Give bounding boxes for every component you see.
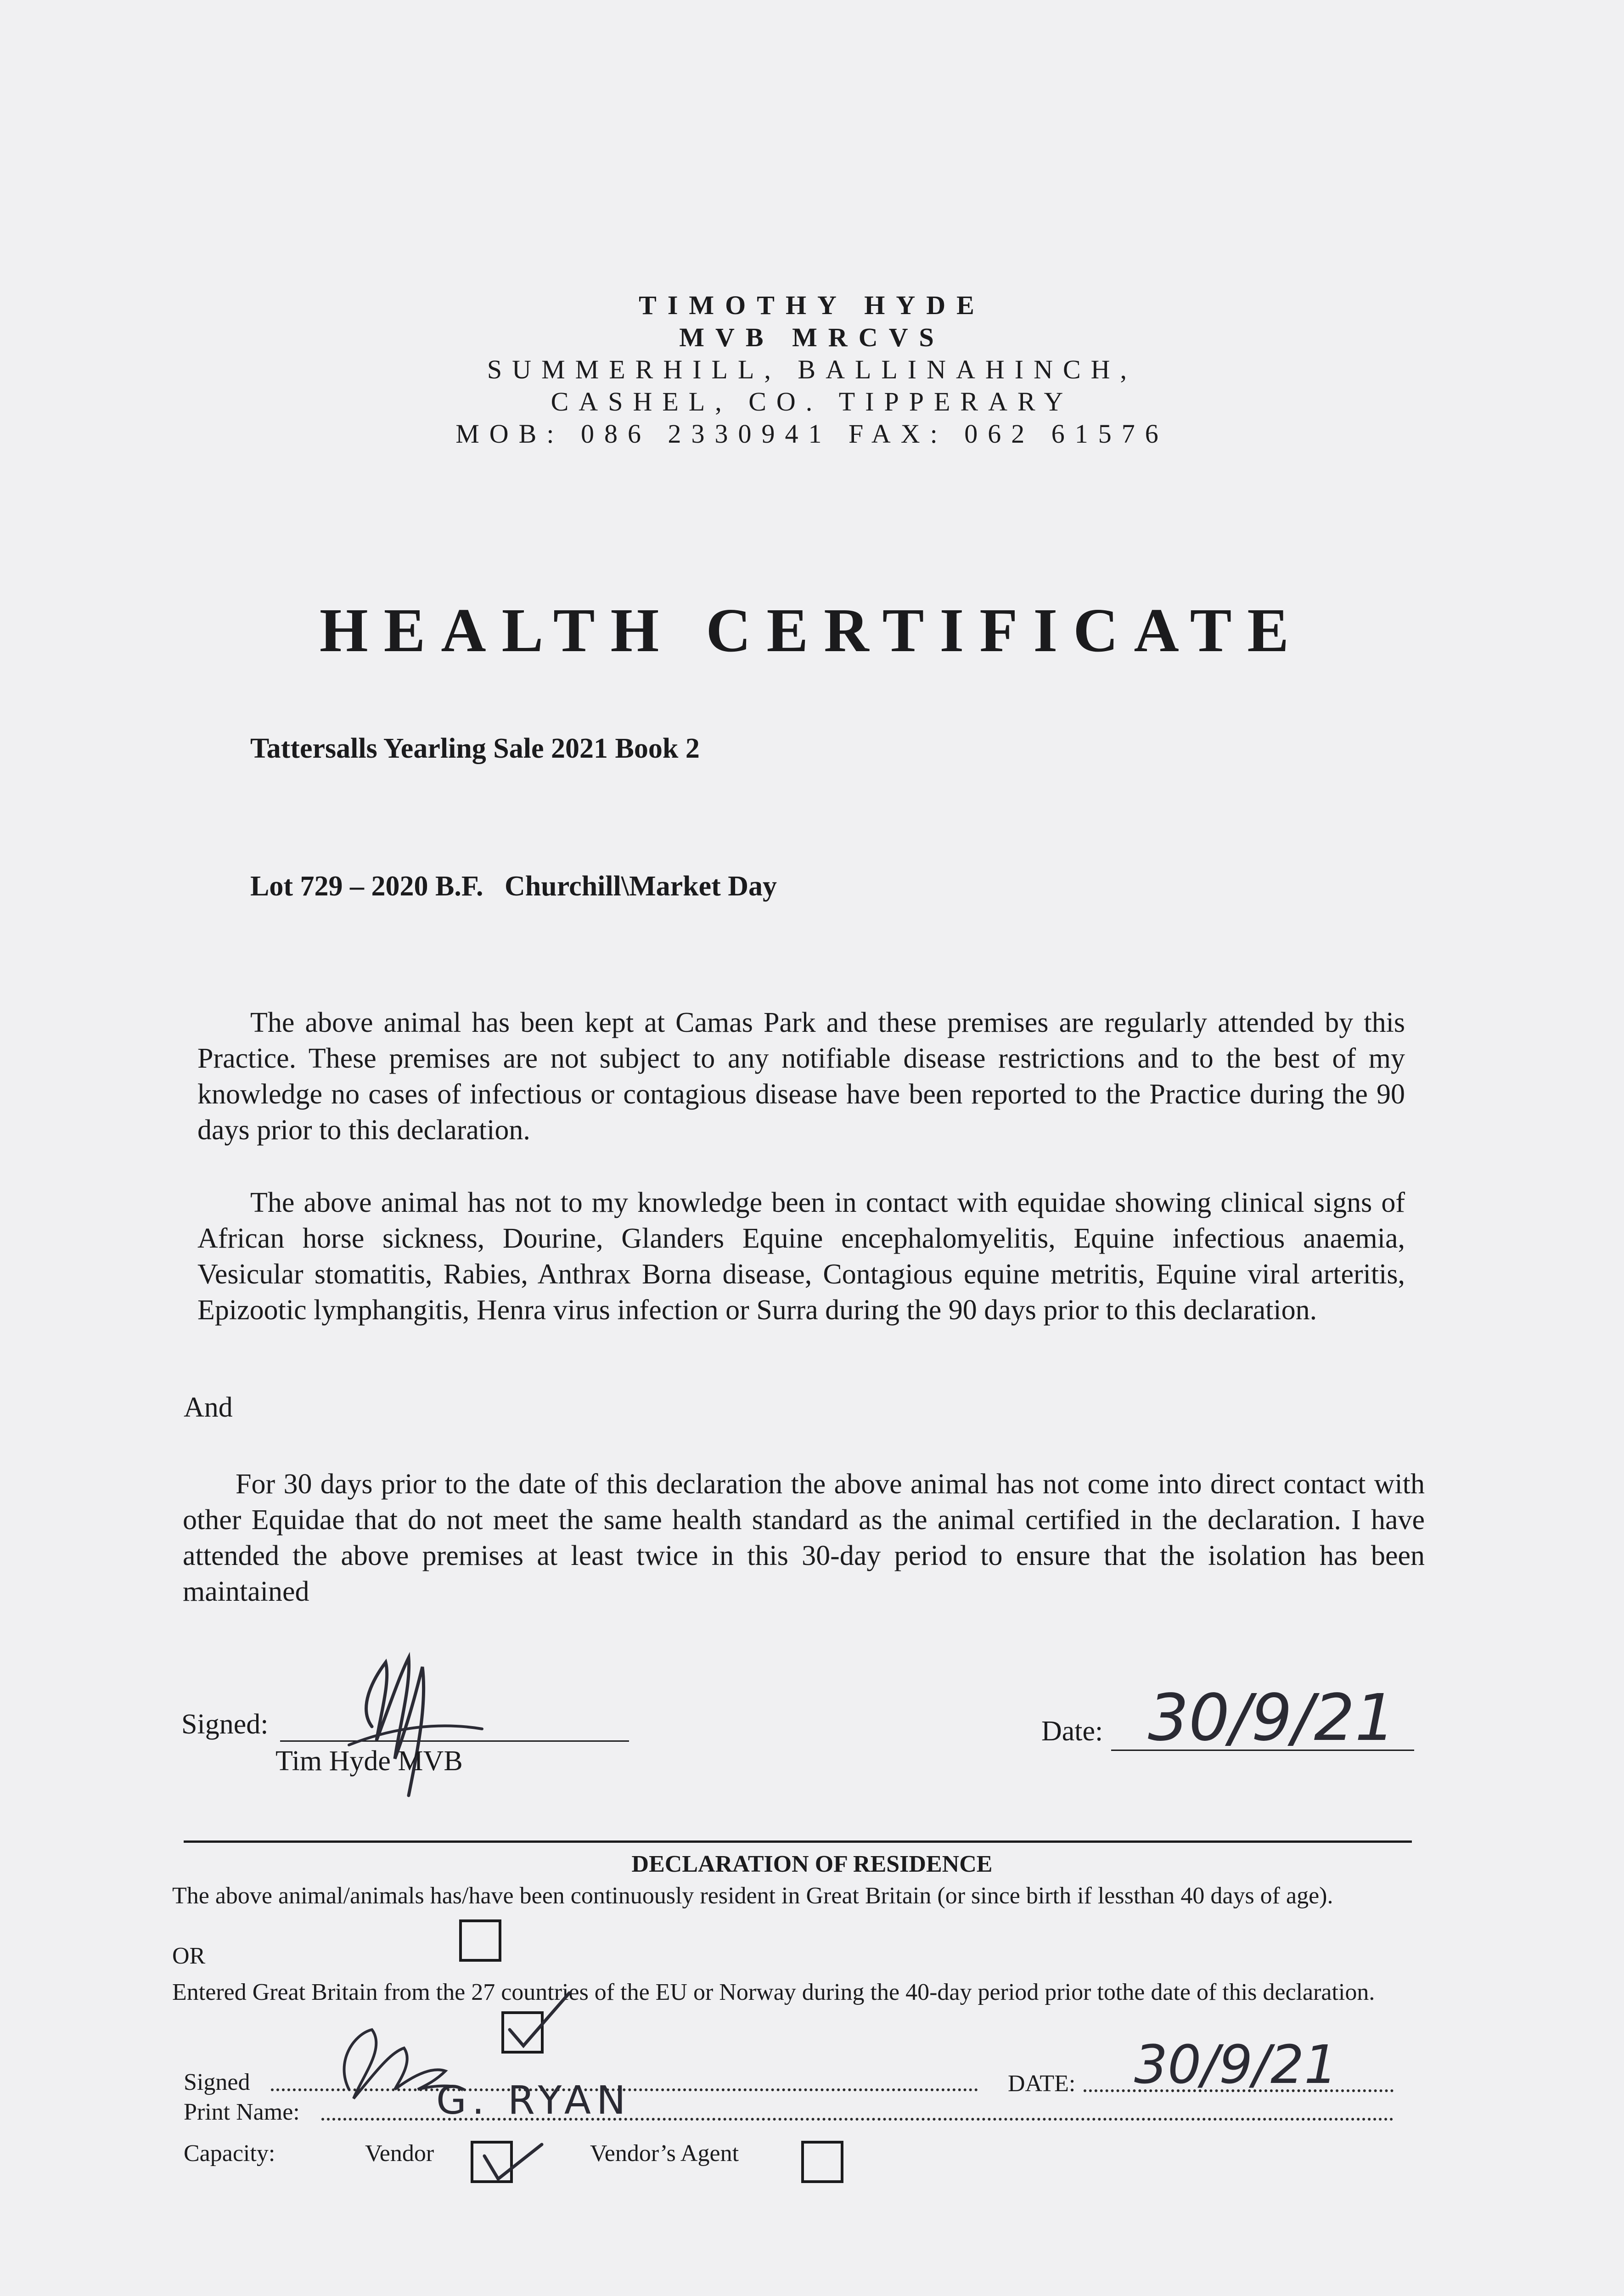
vet-qualifications: MVB MRCVS <box>679 322 945 352</box>
declaration-option-2-text: Entered Great Britain from the 27 countries of the EU or Norway during the 40-day period prior tothe date of this declaration. <box>172 1979 1375 2005</box>
vet-date-label: Date: <box>1041 1716 1103 1747</box>
letterhead <box>0 289 1624 450</box>
and-conjunction: And <box>184 1392 233 1423</box>
print-name-label: Print Name: <box>184 2099 300 2125</box>
vet-signed-label: Signed: <box>181 1709 269 1740</box>
declaration-date-label: DATE: <box>1008 2071 1076 2097</box>
vendors-agent-checkbox[interactable] <box>801 2141 843 2183</box>
declaration-heading: DECLARATION OF RESIDENCE <box>631 1851 993 1877</box>
option-2-checkmark-icon <box>500 1988 579 2057</box>
declaration-signed-label: Signed <box>184 2069 250 2095</box>
address-line-2: CASHEL, CO. TIPPERARY <box>551 387 1073 416</box>
paragraph-disease-contact: The above animal has not to my knowledge been in contact with equidae showing clinical signs of African horse sickness, Dourine, Glanders Equine encephalomyelitis, Equine infectious anaemia, Vesicular stomatitis, Rabies, Anthrax Borna disease, Contagious equine metritis, Equine viral arteritis, Epizootic lymphangitis, Henra virus infection or Surra during the 90 days prior to this declaration. <box>197 1187 1405 1326</box>
section-divider <box>184 1840 1412 1843</box>
vendor-checkmark-icon <box>478 2135 546 2186</box>
sale-name: Tattersalls Yearling Sale 2021 Book 2 <box>250 733 700 764</box>
lot-description: Lot 729 – 2020 B.F. Churchill\Market Day <box>250 871 777 902</box>
document-title: HEALTH CERTIFICATE <box>319 596 1305 665</box>
declaration-date-handwritten: 30/9/21 <box>1134 2034 1338 2096</box>
address-line-1: SUMMERHILL, BALLINAHINCH, <box>487 355 1137 384</box>
vet-date-handwritten: 30/9/21 <box>1148 1681 1396 1756</box>
or-label: OR <box>172 1943 206 1969</box>
vet-printed-name: Tim Hyde MVB <box>275 1745 463 1777</box>
declaration-option-1-text: The above animal/animals has/have been continuously resident in Great Britain (or since birth if lessthan 40 days of age). <box>172 1883 1333 1909</box>
option-1-checkbox[interactable] <box>459 1919 501 1962</box>
paragraph-premises: The above animal has been kept at Camas Park and these premises are regularly attended by this Practice. These premises are not subject to any notifiable disease restrictions and to the best of my knowledge no cases of infectious or contagious disease have been reported to the Practice during the 90 days prior to this declaration. <box>197 1007 1405 1146</box>
paragraph-isolation: For 30 days prior to the date of this declaration the above animal has not come into direct contact with other Equidae that do not meet the same health standard as the animal certified in the declaration. I have attended the above premises at least twice in this 30-day period to ensure that the isolation has been maintained <box>183 1469 1425 1607</box>
print-name-handwritten: G. RYAN <box>436 2078 631 2123</box>
vendor-label: Vendor <box>365 2140 434 2167</box>
contact-numbers: MOB: 086 2330941 FAX: 062 61576 <box>455 419 1169 449</box>
vendors-agent-label: Vendor’s Agent <box>590 2140 739 2167</box>
vet-name: TIMOTHY HYDE <box>639 290 985 320</box>
capacity-label: Capacity: <box>184 2140 275 2167</box>
